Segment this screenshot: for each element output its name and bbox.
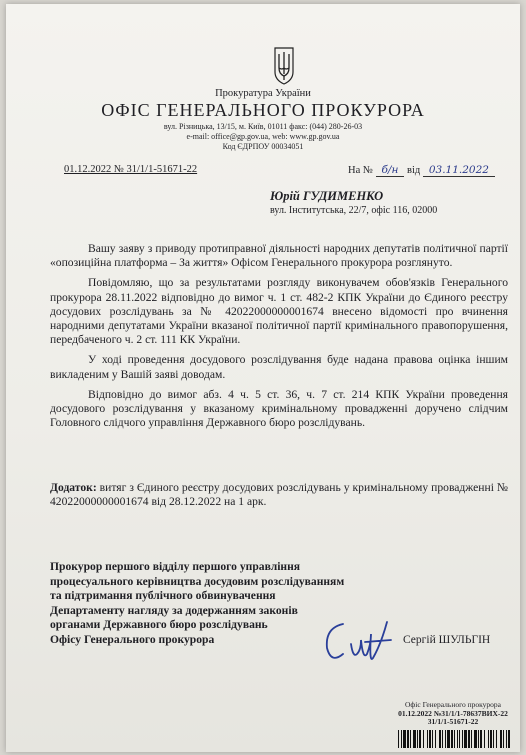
barcode-bar xyxy=(427,730,428,748)
institution-subtitle: Прокуратура України xyxy=(215,88,311,99)
barcode-bar xyxy=(478,730,479,748)
barcode-bar xyxy=(432,730,433,748)
barcode-bar xyxy=(471,730,472,748)
barcode-bar xyxy=(429,730,431,748)
handwritten-signature xyxy=(321,614,411,674)
trident-emblem-icon xyxy=(273,44,295,86)
attachment-label: Додаток: xyxy=(50,481,97,494)
barcode-bar xyxy=(459,730,460,748)
position-line: Офісу Генерального прокурора xyxy=(50,632,215,646)
outgoing-number: 01.12.2022 № 31/1/1-51671-22 xyxy=(64,164,198,175)
barcode-bar xyxy=(410,730,411,748)
incoming-from-label: від xyxy=(407,165,421,176)
barcode-bar xyxy=(447,730,450,748)
body-paragraph: Вашу заяву з приводу протиправної діяльності народних депутатів політичної партії «опозиційна платформа – За життя» Офісом Генерального прокурора розглянуто. xyxy=(50,242,508,270)
contacts-code: Код ЄДРПОУ 00034051 xyxy=(222,142,304,151)
incoming-from-value: 03.11.2022 xyxy=(423,164,495,177)
body-paragraph: У ході проведення досудового розслідування буде надана правова оцінка іншим викладеним у Вашій заяві доводам. xyxy=(50,353,508,381)
barcode-bar xyxy=(508,730,510,748)
barcode-bar xyxy=(419,730,421,748)
barcode-bar xyxy=(468,730,470,748)
incoming-reference xyxy=(348,164,495,177)
barcode-bar xyxy=(451,730,453,748)
stamp-line: 31/1/1-51671-22 xyxy=(427,717,479,726)
incoming-on-label: На № xyxy=(348,165,373,176)
barcode-bar xyxy=(423,730,424,748)
body-paragraph: Повідомляю, що за результатами розгляду виконувачем обов'язків Генерального прокурора 28.11.2022 відповідно до вимог ч. 1 ст. 482-2 КПК України до Єдиного реєстру досудових розслідувань за № 42022000000001674 внесено відомості про вчинення народними депутатами України вказаної політичної партії кримінального правопорушення, передбаченого ч. 2 ст. 111 КК України. xyxy=(50,276,508,347)
barcode-bar xyxy=(462,730,463,748)
contacts-email: e-mail: office@gp.gov.ua, web: www.gp.gov.ua xyxy=(186,132,340,141)
barcode-bar xyxy=(454,730,455,748)
barcode-bar xyxy=(474,730,477,748)
attachment-text: витяг з Єдиного реєстру досудових розслідувань у кримінальному провадженні № 42022000000001674 від 28.12.2022 на 1 арк. xyxy=(50,481,508,509)
barcode-bar xyxy=(506,730,507,748)
barcode-bar xyxy=(407,730,409,748)
barcode-bar xyxy=(457,730,458,748)
barcode-bar xyxy=(488,730,489,748)
barcode-bar xyxy=(464,730,467,748)
barcode xyxy=(398,730,510,748)
barcode-bar xyxy=(500,730,502,748)
letter-body xyxy=(50,242,508,436)
registration-stamp xyxy=(396,701,510,727)
barcode-bar xyxy=(435,730,436,748)
signatory-position xyxy=(50,560,344,648)
position-line: Департаменту нагляду за додержанням законів xyxy=(50,603,298,617)
stamp-line: 01.12.2022 №31/1/1-78637ВИХ-22 xyxy=(398,708,508,718)
position-line: та підтримання публічного обвинувачення xyxy=(50,589,276,603)
barcode-bar xyxy=(496,730,497,748)
stamp-line: Офіс Генерального прокурора xyxy=(405,700,501,709)
barcode-bar xyxy=(442,730,443,748)
letter-page xyxy=(6,4,520,752)
institution-title: ОФІС ГЕНЕРАЛЬНОГО ПРОКУРОРА xyxy=(101,100,425,120)
signatory-name: Сергій ШУЛЬГІН xyxy=(403,634,491,646)
barcode-bar xyxy=(480,730,482,748)
position-line: Прокурор першого відділу першого управління xyxy=(50,560,301,573)
barcode-bar xyxy=(398,730,399,748)
attachment xyxy=(50,481,508,509)
contacts-address: вул. Різницька, 13/15, м. Київ, 01011 факс: (044) 280-26-03 xyxy=(163,122,363,131)
barcode-bar xyxy=(490,730,492,748)
barcode-bar xyxy=(484,730,485,748)
addressee-address: вул. Інститутська, 22/7, офіс 116, 02000 xyxy=(270,205,438,216)
position-line: органами Державного бюро розслідувань xyxy=(50,618,268,632)
barcode-bar xyxy=(413,730,416,748)
position-line: процесуального керівництва досудовим розслідуванням xyxy=(50,574,345,588)
barcode-bar xyxy=(445,730,446,748)
barcode-bar xyxy=(493,730,494,748)
barcode-bar xyxy=(439,730,441,748)
addressee-name: Юрій ГУДИМЕНКО xyxy=(270,189,384,203)
body-paragraph: Відповідно до вимог абз. 4 ч. 5 ст. 36, ч. 7 ст. 214 КПК України проведення досудового розслідування у вказаному кримінальному провадженні доручено слідчим Головного слідчого управління Державного бюро розслідувань. xyxy=(50,387,508,430)
barcode-bar xyxy=(403,730,406,748)
incoming-on-value: б/н xyxy=(376,164,405,177)
barcode-bar xyxy=(503,730,504,748)
institution-contacts xyxy=(6,122,520,152)
barcode-bar xyxy=(401,730,402,748)
barcode-bar xyxy=(417,730,418,748)
